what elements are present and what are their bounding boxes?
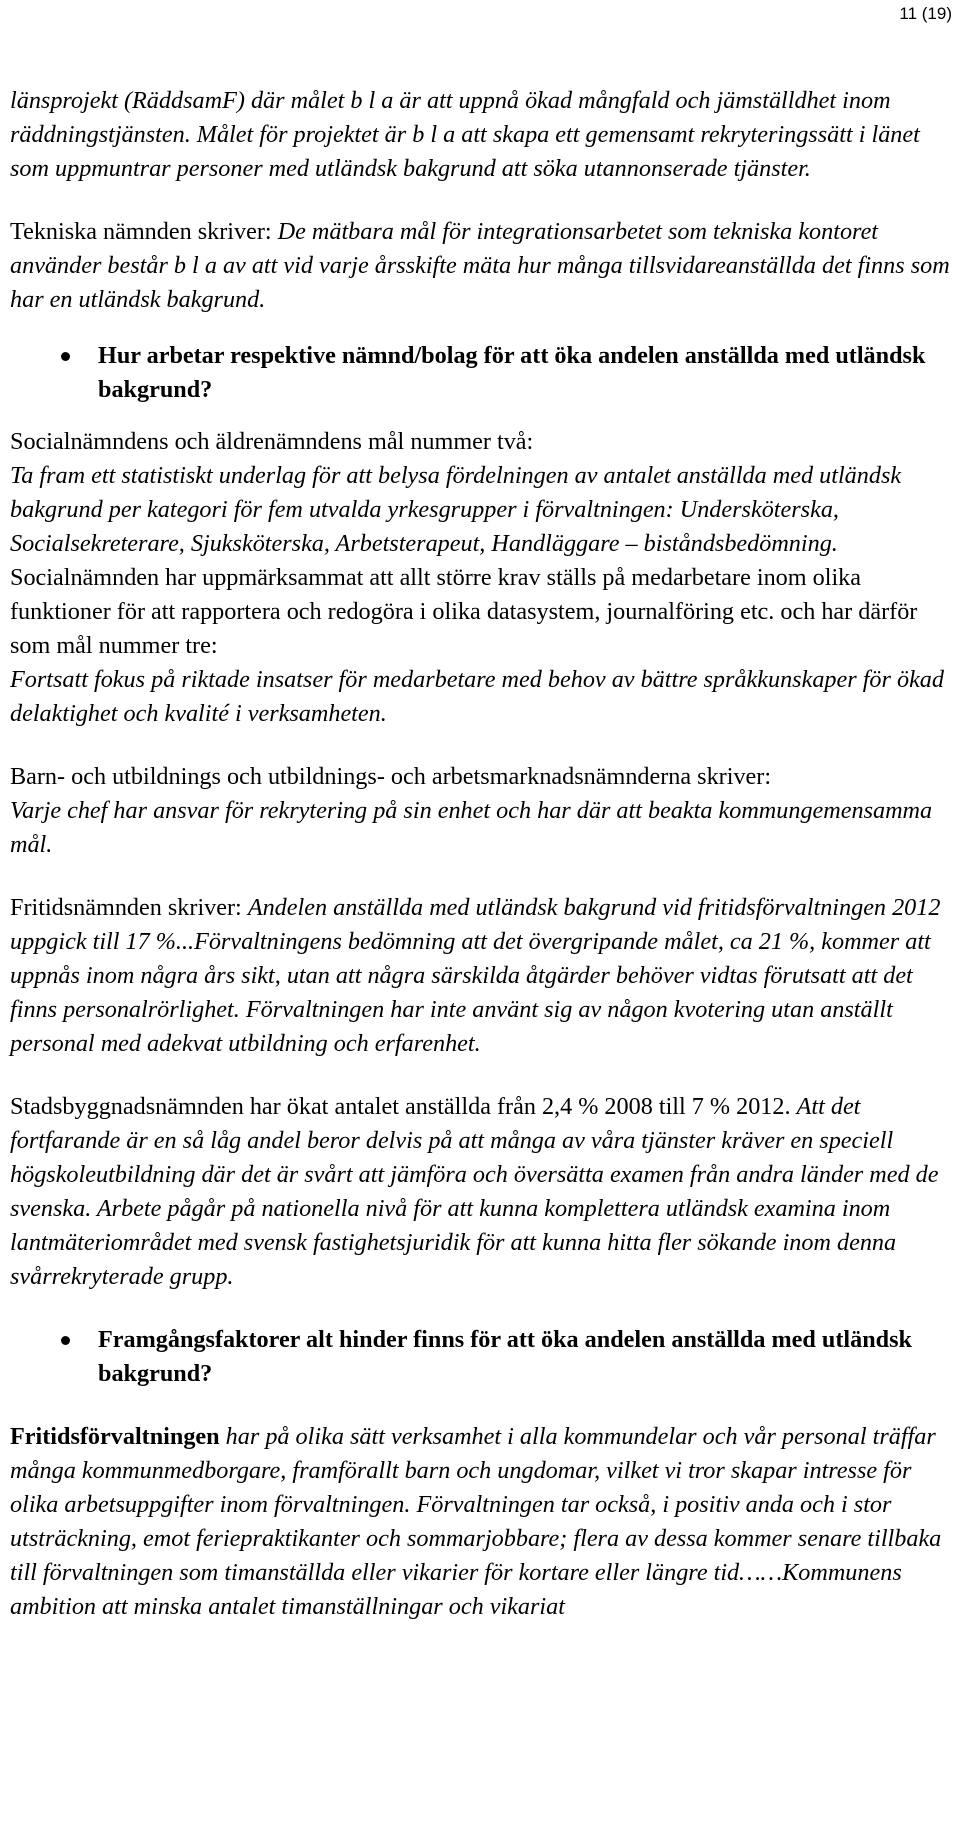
bullet-dot-icon bbox=[10, 1323, 98, 1357]
paragraph-social-goal-two: Ta fram ett statistiskt underlag för att belysa fördelningen av antalet anställda med utländsk bakgrund per kategori för fem utvalda yrkesgrupper i förvaltningen: Undersköterska, Socialsekreterare, Sjuksköterska, Arbetsterapeut, Handläggare – biståndsbedömning. bbox=[10, 462, 902, 557]
paragraph-fritidsforvaltningen-name: Fritidsförvaltningen bbox=[10, 1423, 220, 1450]
paragraph-social-goal-three: Fortsatt fokus på riktade insatser för medarbetare med behov av bättre språkkunskaper för ökad delaktighet och kvalité i verksamheten. bbox=[10, 666, 944, 727]
paragraph-fritid bbox=[10, 891, 958, 1061]
bullet-question-1-text: Hur arbetar respektive nämnd/bolag för att öka andelen anställda med utländsk bakgrund? bbox=[98, 342, 926, 403]
paragraph-barn-utbildning-intro: Barn- och utbildnings och utbildnings- och arbetsmarknadsnämnderna skriver: bbox=[10, 763, 772, 790]
page-number: 11 (19) bbox=[899, 4, 952, 23]
paragraph-barn-utbildning-quote: Varje chef har ansvar för rekrytering på sin enhet och har där att beakta kommungemensamma mål. bbox=[10, 797, 933, 858]
bullet-question-1 bbox=[10, 339, 958, 407]
paragraph-social-context: Socialnämnden har uppmärksammat att allt större krav ställs på medarbetare inom olika funktioner för att rapportera och redogöra i olika datasystem, journalföring etc. och har därför som mål nummer tre: bbox=[10, 564, 918, 659]
bullet-dot-icon bbox=[10, 339, 98, 373]
paragraph-raddsamf-text: länsprojekt (RäddsamF) där målet b l a är att uppnå ökad mångfald och jämställdhet inom räddningstjänsten. Målet för projektet är b l a att skapa ett gemensamt rekryteringssätt i länet som uppmuntrar personer med utländsk bakgrund att söka utannonserade tjänster. bbox=[10, 87, 920, 182]
paragraph-fritid-quote: Andelen anställda med utländsk bakgrund vid fritidsförvaltningen 2012 uppgick till 17 %...Förvaltningens bedömning att det övergripande målet, ca 21 %, kommer att uppnås inom några års sikt, utan att några särskilda åtgärder behöver vidtas förutsatt att det finns personalrörlighet. Förvaltningen har inte använt sig av någon kvotering utan anställt personal med adekvat utbildning och erfarenhet. bbox=[10, 894, 941, 1057]
bullet-question-2 bbox=[10, 1323, 958, 1391]
paragraph-social bbox=[10, 425, 958, 731]
paragraph-stadsbyggnad-quote: Att det fortfarande är en så låg andel beror delvis på att många av våra tjänster kräver en speciell högskoleutbildning där det är svårt att jämföra och översätta examen från andra länder med de svenska. Arbete pågår på nationella nivå för att kunna komplettera utländsk examina inom lantmäteriområdet med svensk fastighetsjuridik för att kunna hitta fler sökande inom denna svårrekryterade grupp. bbox=[10, 1093, 939, 1290]
paragraph-barn-utbildning bbox=[10, 760, 958, 862]
document-body bbox=[10, 84, 958, 1624]
paragraph-fritid-intro: Fritidsnämnden skriver: bbox=[10, 894, 248, 921]
paragraph-fritidsforvaltningen-text: har på olika sätt verksamhet i alla kommundelar och vår personal träffar många kommunmedborgare, framförallt barn och ungdomar, vilket vi tror skapar intresse för olika arbetsuppgifter inom förvaltningen. Förvaltningen tar också, i positiv anda och i stor utsträckning, emot feriepraktikanter och sommarjobbare; flera av dessa kommer senare tillbaka till förvaltningen som timanställda eller vikarier för kortare eller längre tid……Kommunens ambition att minska antalet timanställningar och vikariat bbox=[10, 1423, 942, 1620]
paragraph-tekniska bbox=[10, 215, 958, 317]
paragraph-fritidsforvaltningen bbox=[10, 1420, 958, 1624]
paragraph-social-intro: Socialnämndens och äldrenämndens mål nummer två: bbox=[10, 428, 534, 455]
paragraph-tekniska-intro: Tekniska nämnden skriver: bbox=[10, 218, 278, 245]
bullet-question-2-text: Framgångsfaktorer alt hinder finns för att öka andelen anställda med utländsk bakgrund? bbox=[98, 1326, 912, 1387]
paragraph-tekniska-quote: De mätbara mål för integrationsarbetet som tekniska kontoret använder består b l a av att vid varje årsskifte mäta hur många tillsvidareanställda det finns som har en utländsk bakgrund. bbox=[10, 218, 950, 313]
paragraph-stadsbyggnad bbox=[10, 1090, 958, 1294]
paragraph-stadsbyggnad-intro: Stadsbyggnadsnämnden har ökat antalet anställda från 2,4 % 2008 till 7 % 2012. bbox=[10, 1093, 797, 1120]
paragraph-raddsamf bbox=[10, 84, 958, 186]
